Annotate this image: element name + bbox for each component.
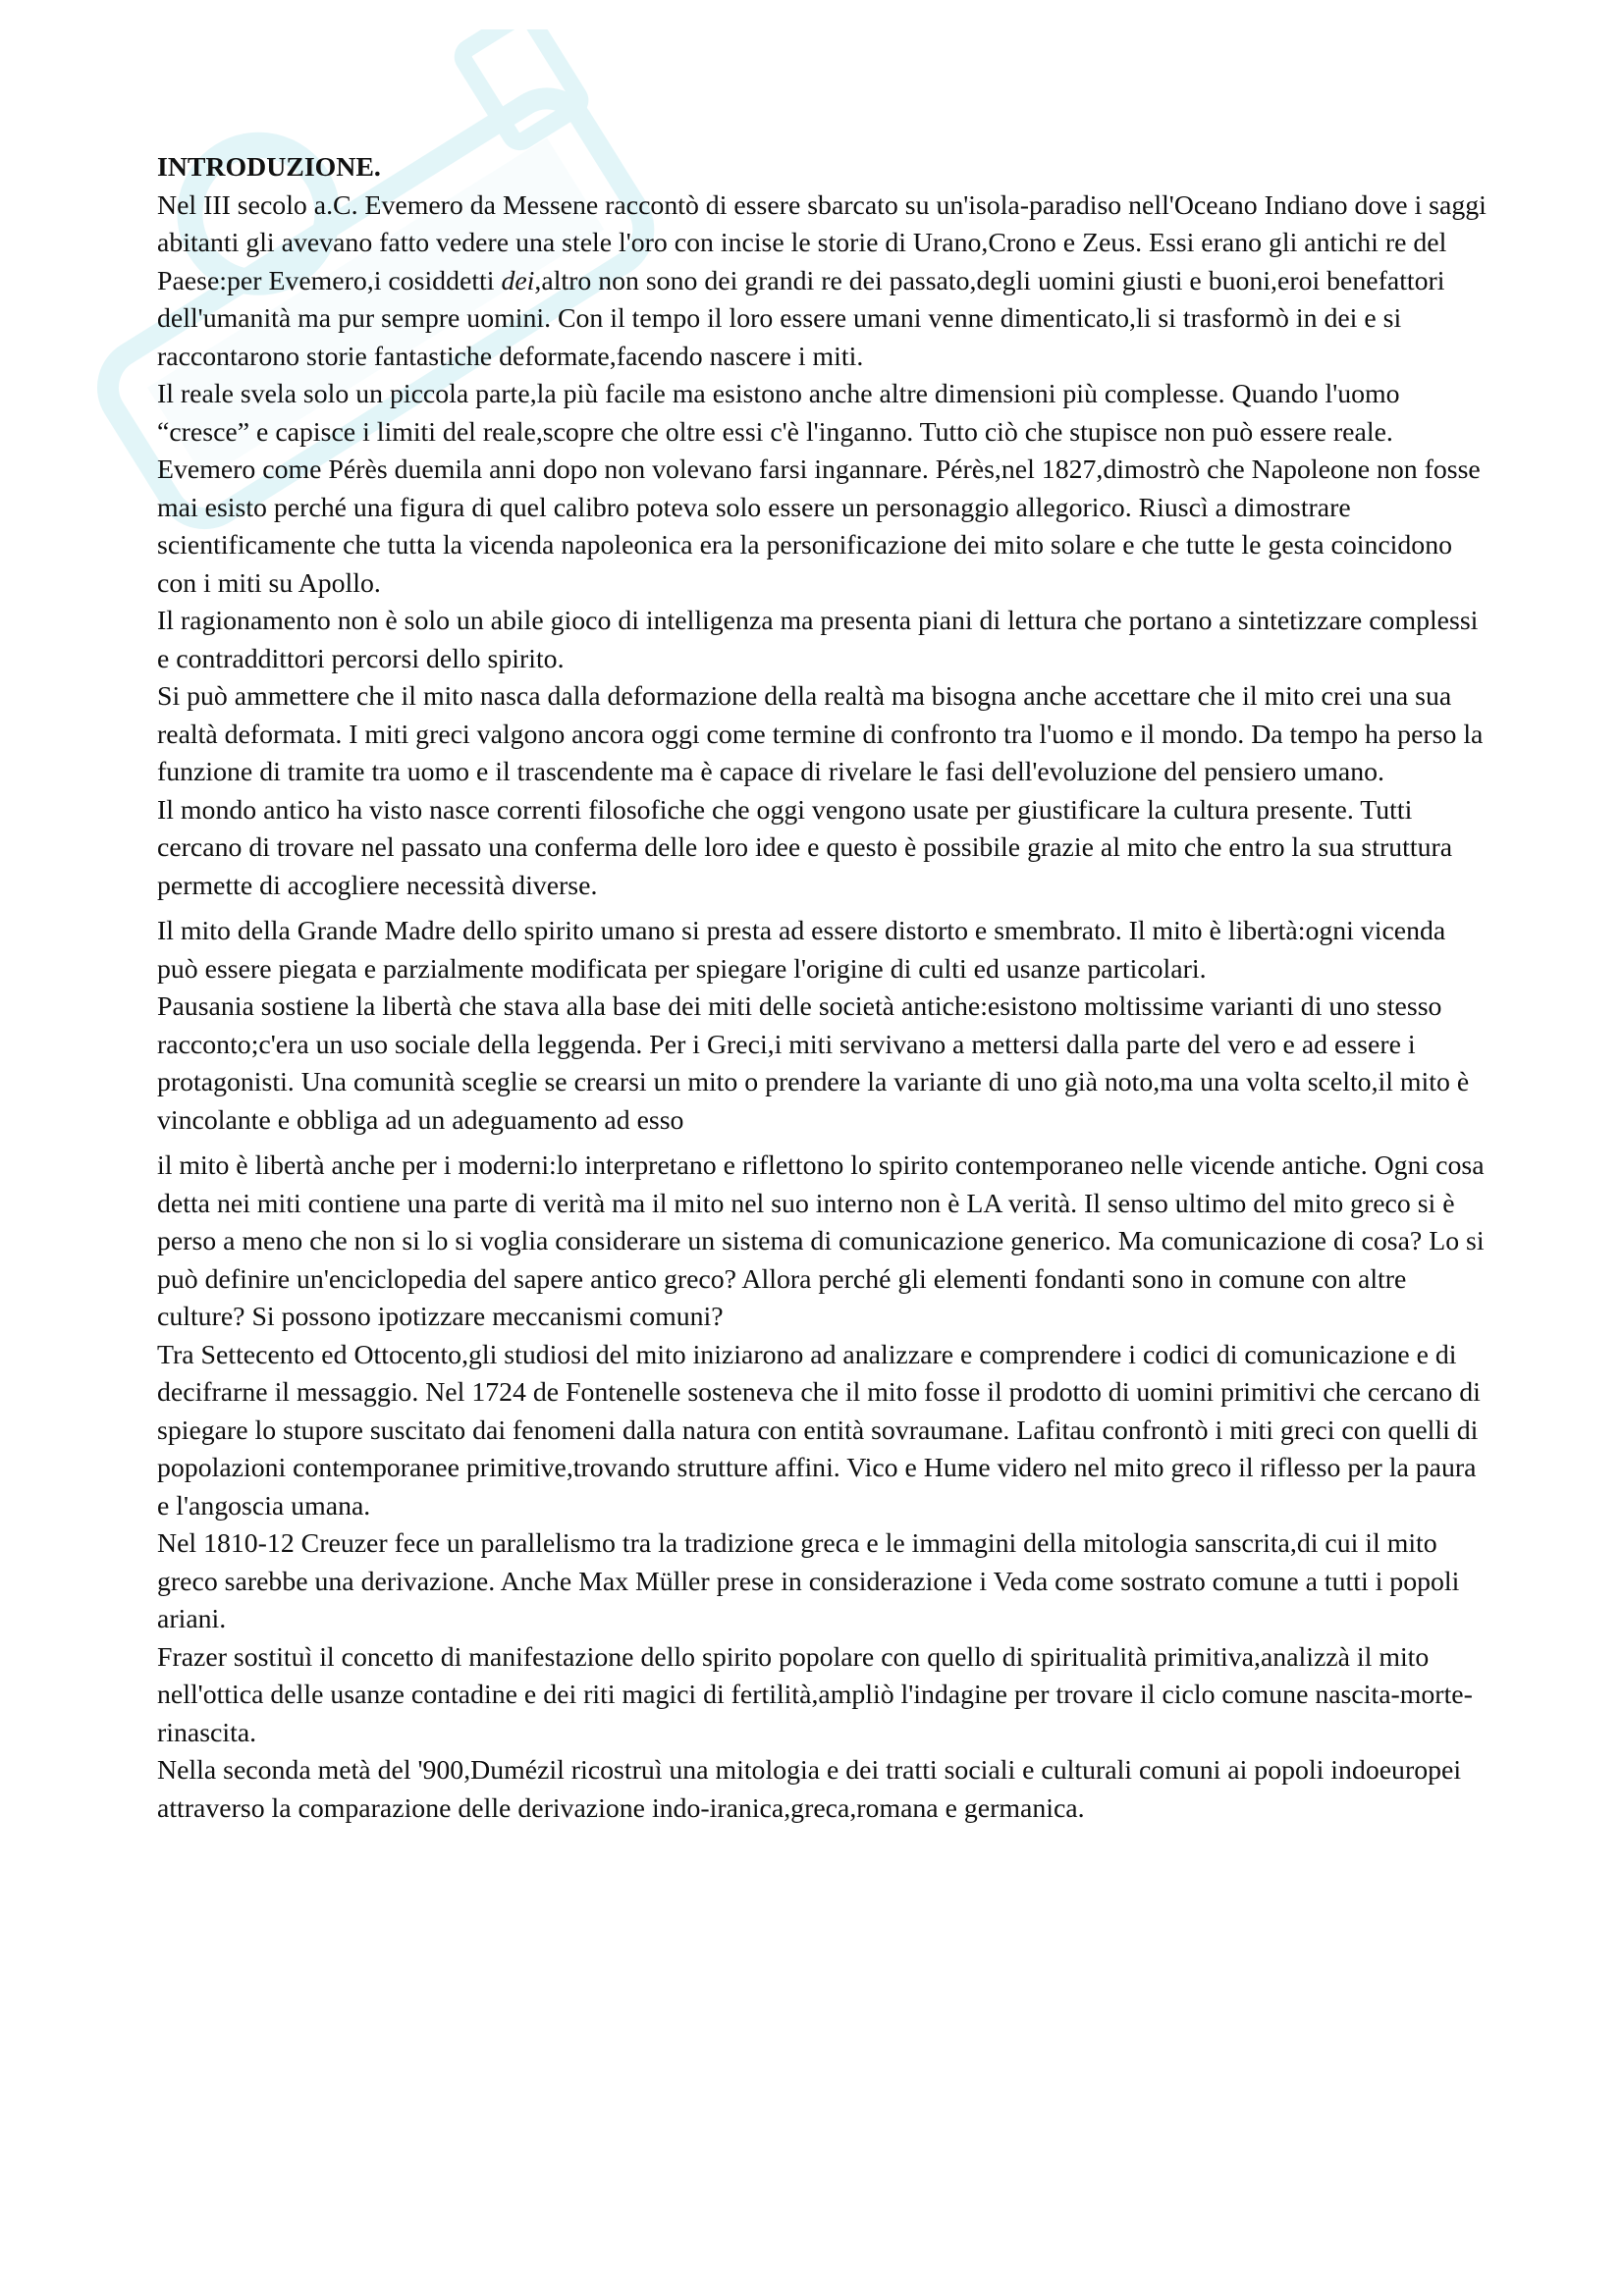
paragraph-text: Il mito della Grande Madre dello spirito umano si presta ad essere distorto e smembrato. Il mito è libertà:ogni vicenda può essere piegata e parzialmente modificata per spiegare l'origine di culti ed usanze particolari. [157,916,1446,985]
paragraph-text: Il ragionamento non è solo un abile gioco di intelligenza ma presenta piani di lettura che portano a sintetizzare complessi e contraddittori percorsi dello spirito. [157,606,1479,674]
paragraph [157,187,1492,377]
paragraph [157,913,1492,988]
document-title: INTRODUZIONE. [157,152,381,183]
paragraph [157,678,1492,792]
paragraph [157,1525,1492,1639]
document-body [157,149,1492,1828]
paragraph-text: Frazer sostituì il concetto di manifestazione dello spirito popolare con quello di spiritualità primitiva,analizzà il mito nell'ottica delle usanze contadine e dei riti magici di fertilità,ampliò l'indagine per trovare il ciclo comune nascita-morte-rinascita. [157,1641,1473,1748]
paragraph-text: Il reale svela solo un piccola parte,la più facile ma esistono anche altre dimensioni più complesse. Quando l'uomo “cresce” e capisce i limiti del reale,scopre che oltre essi c'è l'inganno. Tutto ciò che stupisce non può essere reale. Evemero come Pérès duemila anni dopo non volevano farsi ingannare. Pérès,nel 1827,dimostrò che Napoleone non fosse mai esisto perché una figura di quel calibro poteva solo essere un personaggio allegorico. Riuscì a dimostrare scientificamente che tutta la vicenda napoleonica era la personificazione dei mito solare e che tutte le gesta coincidono con i miti su Apollo. [157,379,1481,599]
paragraph [157,1639,1492,1753]
paragraph-text: il mito è libertà anche per i moderni:lo interpretano e riflettono lo spirito contemporaneo nelle vicende antiche. Ogni cosa detta nei miti contiene una parte di verità ma il mito nel suo interno non è LA verità. Il senso ultimo del mito greco si è perso a meno che non si lo si voglia considerare un sistema di comunicazione generico. Ma comunicazione di cosa? Lo si può definire un'enciclopedia del sapere antico greco? Allora perché gli elementi fondanti sono in comune con altre culture? Si possono ipotizzare meccanismi comuni? [157,1150,1485,1332]
paragraph [157,603,1492,678]
paragraph-text: Il mondo antico ha visto nasce correnti filosofiche che oggi vengono usate per giustificare la cultura presente. Tutti cercano di trovare nel passato una conferma delle loro idee e questo è possibile grazie al mito che entro la sua struttura permette di accogliere necessità diverse. [157,794,1453,901]
italic-text: dei [501,265,535,296]
paragraph [157,792,1492,906]
paragraph-text: ,altro non sono dei grandi re dei passato,degli uomini giusti e buoni,eroi benefattori dell'umanità ma pur sempre uomini. Con il tempo il loro essere umani venne dimenticato,li si trasformò in dei e si raccontarono storie fantastiche deformate,facendo nascere i miti. [157,265,1445,372]
paragraph-text: Nella seconda metà del '900,Dumézil ricostruì una mitologia e dei tratti sociali e culturali comuni ai popoli indoeuropei attraverso la comparazione delle derivazione indo-iranica,greca,romana e germanica. [157,1755,1462,1824]
paragraph [157,1337,1492,1526]
paragraph-text: Si può ammettere che il mito nasca dalla deformazione della realtà ma bisogna anche accettare che il mito crei una sua realtà deformata. I miti greci valgono ancora oggi come termine di confronto tra l'uomo e il mondo. Da tempo ha perso la funzione di tramite tra uomo e il trascendente ma è capace di rivelare le fasi dell'evoluzione del pensiero umano. [157,681,1484,787]
paragraph-text: Pausania sostiene la libertà che stava alla base dei miti delle società antiche:esistono moltissime varianti di uno stesso racconto;c'era un uso sociale della leggenda. Per i Greci,i miti servivano a mettersi dalla parte del vero e ad essere i protagonisti. Una comunità sceglie se crearsi un mito o prendere la variante di uno già noto,ma una volta scelto,il mito è vincolante e obbliga ad un adeguamento ad esso [157,991,1470,1136]
paragraph [157,1752,1492,1828]
paragraph-text: Tra Settecento ed Ottocento,gli studiosi del mito iniziarono ad analizzare e comprendere i codici di comunicazione e di decifrarne il messaggio. Nel 1724 de Fontenelle sosteneva che il mito fosse il prodotto di uomini primitivi che cercano di spiegare lo stupore suscitato dai fenomeni dalla natura con entità sovraumane. Lafitau confrontò i miti greci con quelli di popolazioni contemporanee primitive,trovando strutture affini. Vico e Hume videro nel mito greco il riflesso per la paura e l'angoscia umana. [157,1339,1481,1522]
paragraph [157,376,1492,603]
paragraph [157,988,1492,1140]
paragraph [157,1148,1492,1337]
paragraph-text: Nel 1810-12 Creuzer fece un parallelismo tra la tradizione greca e le immagini della mitologia sanscrita,di cui il mito greco sarebbe una derivazione. Anche Max Müller prese in considerazione i Veda come sostrato comune a tutti i popoli ariani. [157,1528,1460,1634]
paragraph-text: Nel III secolo a.C. Evemero da Messene raccontò di essere sbarcato su un'isola-paradiso nell'Oceano Indiano dove i saggi abitanti gli avevano fatto vedere una stele l'oro con incise le storie di Urano,Crono e Zeus. Essi erano gli antichi re del Paese:per Evemero,i cosiddetti [157,189,1487,296]
